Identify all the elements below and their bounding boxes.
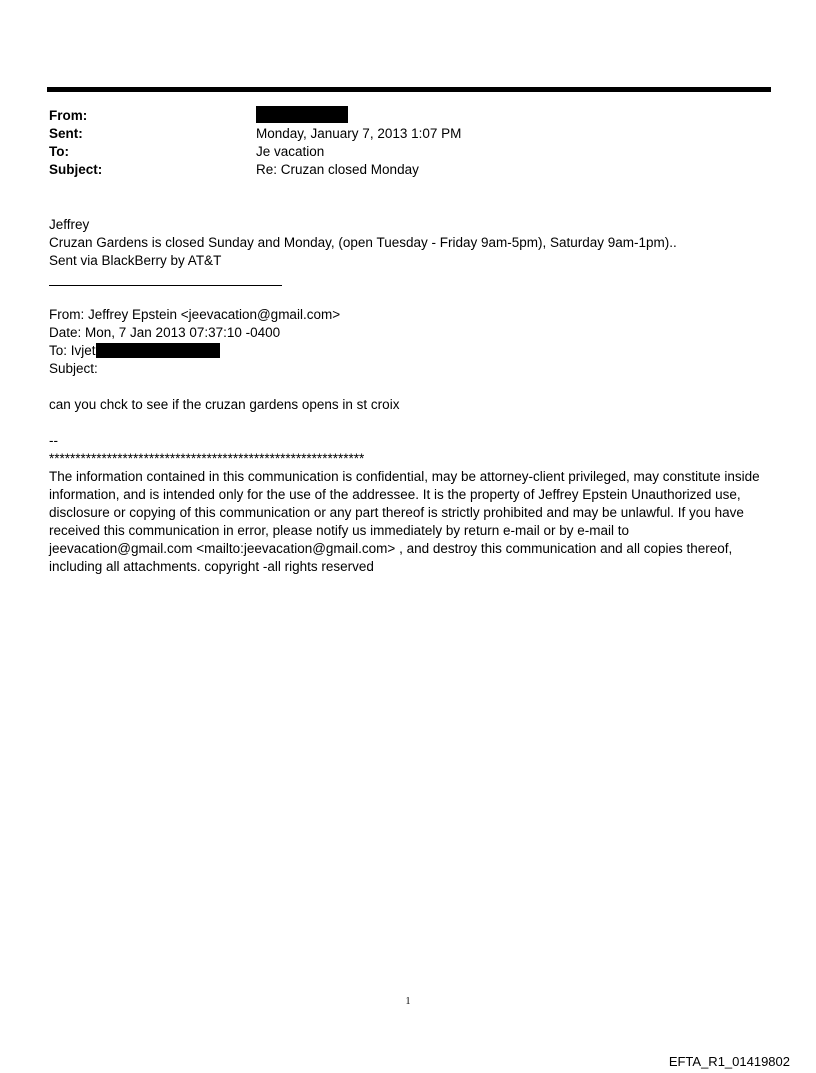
subject-label: Subject: bbox=[49, 162, 103, 177]
subject-value: Re: Cruzan closed Monday bbox=[256, 162, 419, 177]
to-value: Je vacation bbox=[256, 144, 325, 159]
original-body bbox=[49, 396, 399, 414]
sent-label: Sent: bbox=[49, 126, 83, 141]
from-label: From: bbox=[49, 108, 88, 123]
header-top-rule bbox=[47, 87, 771, 92]
reply-greeting: Jeffrey bbox=[49, 217, 90, 232]
quote-separator bbox=[49, 285, 282, 286]
reply-line: Cruzan Gardens is closed Sunday and Monday, (open Tuesday - Friday 9am-5pm), Saturday 9am-1pm).. bbox=[49, 235, 677, 250]
reply-body bbox=[49, 216, 677, 270]
signature-block bbox=[49, 432, 364, 468]
page-number: 1 bbox=[405, 996, 411, 1007]
sent-value: Monday, January 7, 2013 1:07 PM bbox=[256, 126, 462, 141]
signature-dashes: -- bbox=[49, 433, 58, 448]
to-label: To: bbox=[49, 144, 69, 159]
document-id: EFTA_R1_01419802 bbox=[668, 1054, 790, 1069]
redaction-block bbox=[256, 106, 348, 123]
from-value bbox=[256, 107, 348, 125]
signature-stars: ************************************************************ bbox=[49, 451, 365, 466]
original-subject: Subject: bbox=[49, 361, 98, 376]
confidentiality-disclaimer: The information contained in this communication is confidential, may be attorney-client privileged, may constitute inside information, and is intended only for the use of the addressee. It is the property of Jeffrey Epstein Unauthorized use, disclosure or copying of this communication or any part thereof is strictly prohibited and may be unlawful. If you have received this communication in error, please notify us immediately by return e-mail or by e-mail to jeevacation@gmail.com <mailto:jeevacation@gmail.com> , and destroy this communication and all copies thereof, including all attachments. copyright -all rights reserved bbox=[49, 469, 760, 574]
original-to-text: To: Ivjet bbox=[49, 343, 96, 358]
original-date: Date: Mon, 7 Jan 2013 07:37:10 -0400 bbox=[49, 325, 281, 340]
original-to bbox=[49, 342, 340, 360]
reply-sent-via: Sent via BlackBerry by AT&T bbox=[49, 253, 222, 268]
original-question: can you chck to see if the cruzan gardens opens in st croix bbox=[49, 397, 400, 412]
redaction-block bbox=[96, 343, 220, 358]
original-message-header bbox=[49, 306, 340, 378]
original-from: From: Jeffrey Epstein <jeevacation@gmail.com> bbox=[49, 307, 341, 322]
